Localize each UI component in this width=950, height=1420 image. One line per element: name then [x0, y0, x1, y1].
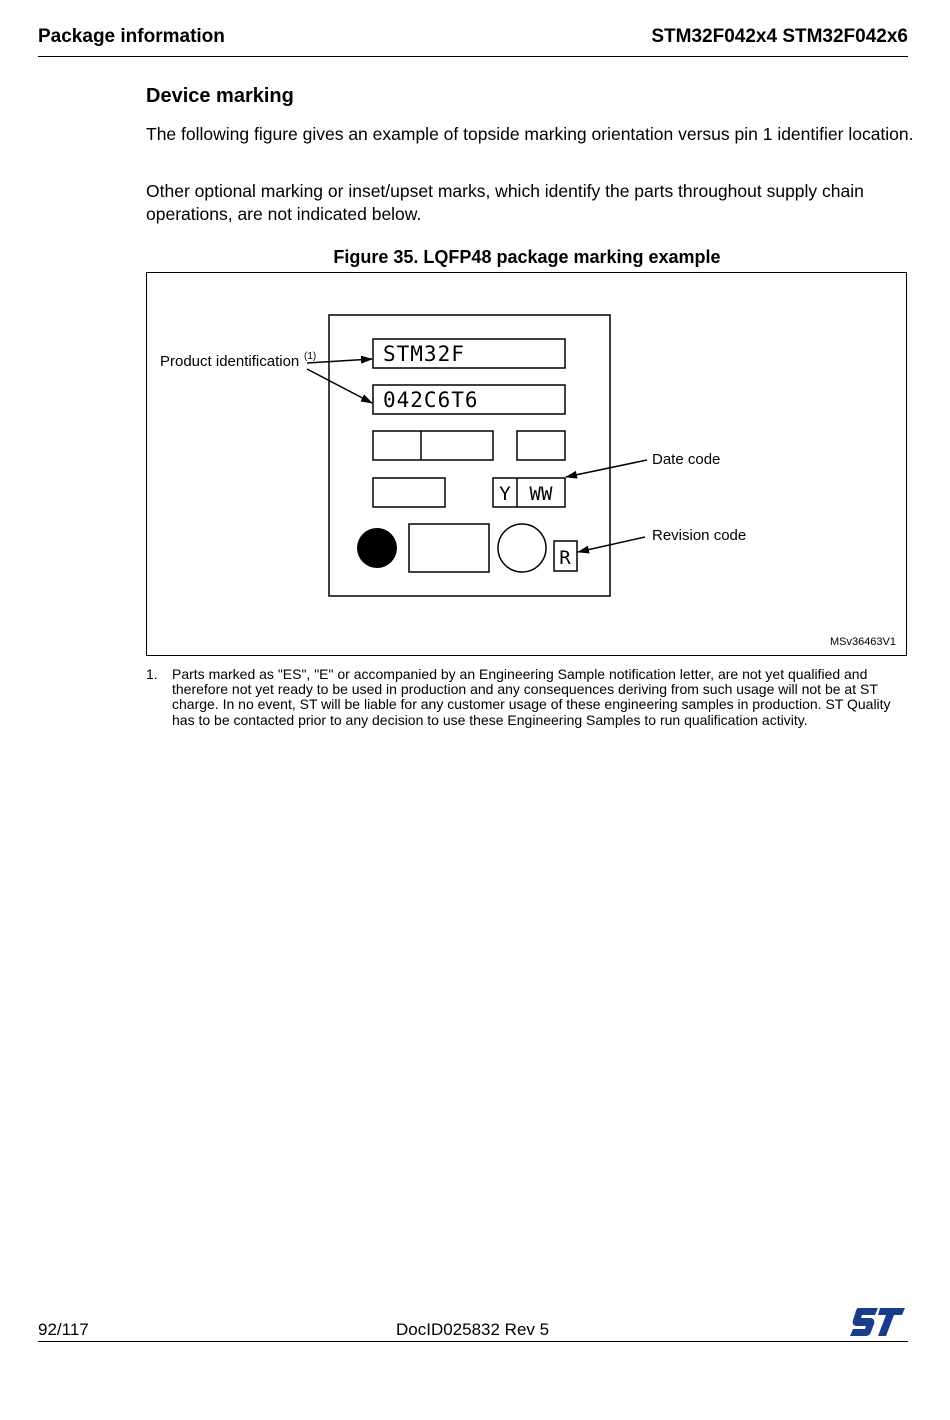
marking-field-b [517, 431, 565, 460]
arrow-date-code [566, 460, 647, 477]
product-line-2-text: 042C6T6 [383, 388, 479, 412]
package-marking-diagram [147, 273, 908, 657]
figure-caption: Figure 35. LQFP48 package marking example [333, 247, 721, 267]
arrow-revision-code [578, 537, 645, 552]
document-id: DocID025832 Rev 5 [396, 1320, 550, 1339]
arrow-product-line-1 [307, 359, 372, 363]
st-logo-icon [848, 1305, 906, 1339]
marking-field-d [409, 524, 489, 572]
figure-id: MSv36463V1 [829, 636, 896, 648]
date-code-week: WW [529, 483, 553, 505]
figure-frame [146, 272, 907, 656]
date-code-year: Y [499, 483, 511, 505]
header-divider [38, 56, 908, 57]
note-number: 1. [146, 666, 158, 682]
revision-code-text: R [559, 547, 571, 569]
revision-code-label: Revision code [652, 527, 747, 544]
header-section-title: Package information [38, 26, 225, 47]
marking-field-a [373, 431, 493, 460]
paragraph-2: Other optional marking or inset/upset marks, which identify the parts throughout supply chain operations, are not indicated below. [146, 181, 864, 224]
product-line-1-text: STM32F [383, 342, 465, 366]
section-title: Device marking [146, 85, 294, 107]
note-text: Parts marked as "ES", "E" or accompanied by an Engineering Sample notification letter, are not yet qualified and therefore not yet ready to be used in production and any consequences deriving from such usage will not be at ST charge. In no event, ST will be liable for any customer usage of these engineering samples in production. ST Quality has to be contacted prior to any decision to use these Engineering Samples to run qualification activity. [172, 666, 891, 728]
pin1-dot-icon [357, 528, 397, 568]
arrow-product-line-2 [307, 369, 372, 403]
date-code-label: Date code [652, 451, 721, 468]
header-product-name: STM32F042x4 STM32F042x6 [651, 26, 908, 47]
page-number: 92/117 [38, 1320, 89, 1339]
marking-field-c [373, 478, 445, 507]
product-id-label: Product identification [160, 353, 300, 370]
circle-mark-icon [498, 524, 546, 572]
product-id-note-ref: (1) [304, 351, 317, 362]
paragraph-1: The following figure gives an example of topside marking orientation versus pin 1 identifier location. [146, 124, 914, 144]
footer-divider [38, 1341, 908, 1342]
